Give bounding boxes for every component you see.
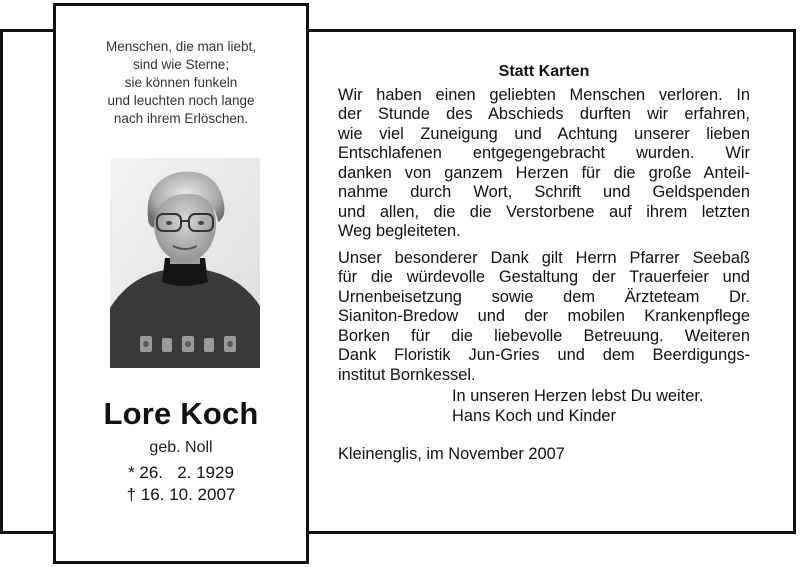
notice-text (338, 62, 750, 465)
text-line: Unser besonderer Dank gilt Herrn Pfarrer Seebaß (338, 248, 750, 267)
poem (56, 38, 306, 128)
closing-line: In unseren Herzen lebst Du weiter. (452, 387, 704, 405)
birth-date: * 26. 2. 1929 (128, 463, 234, 482)
text-line: der Stunde des Abschieds durften wir erfahren, (338, 105, 750, 123)
text-line: Weg begleiteten. (338, 222, 461, 240)
signature-line: Hans Koch und Kinder (452, 406, 617, 425)
text-line: und allen, die die Verstorbene auf ihrem letzten (338, 202, 750, 221)
deceased-name: Lore Koch (103, 396, 259, 431)
place-and-date: Kleinenglis, im November 2007 (338, 445, 565, 463)
poem-line: sind wie Sterne; (132, 57, 230, 72)
text-line: Borken für die liebevolle Betreuung. Weiteren (338, 326, 750, 345)
text-line: danken von ganzem Herzen für die große Anteil- (338, 163, 750, 182)
text-line: Wir haben einen geliebten Menschen verloren. In (338, 85, 750, 104)
poem-line: nach ihrem Erlöschen. (113, 111, 249, 126)
memorial-card (53, 3, 309, 564)
maiden-name: geb. Noll (149, 439, 213, 456)
text-line: Entschlafenen entgegengebracht wurden. Wir (338, 144, 750, 162)
text-line: für die würdevolle Gestaltung der Trauerfeier und (338, 268, 750, 286)
text-line: Dank Floristik Jun-Gries und dem Beerdigungs- (338, 346, 750, 364)
life-dates (56, 462, 306, 506)
paragraph-special-thanks (338, 249, 750, 386)
paragraph-thanks (338, 86, 750, 242)
poem-line: und leuchten noch lange (107, 93, 255, 108)
text-line: nahme durch Wort, Schrift und Geldspenden (338, 183, 750, 201)
notice-heading: Statt Karten (498, 63, 590, 80)
text-line: wie viel Zuneigung und Achtung unserer lieben (338, 124, 750, 143)
closing-signature (452, 387, 750, 426)
text-line: institut Bornkessel. (338, 365, 476, 384)
death-date: † 16. 10. 2007 (126, 485, 236, 504)
portrait-photo (110, 158, 260, 368)
text-line: Urnenbeisetzung sowie dem Ärzteteam Dr. (338, 287, 750, 306)
text-line: Sianiton-Bredow und der mobilen Krankenpflege (338, 307, 750, 325)
poem-line: sie können funkeln (124, 75, 238, 90)
poem-line: Menschen, die man liebt, (105, 39, 257, 54)
